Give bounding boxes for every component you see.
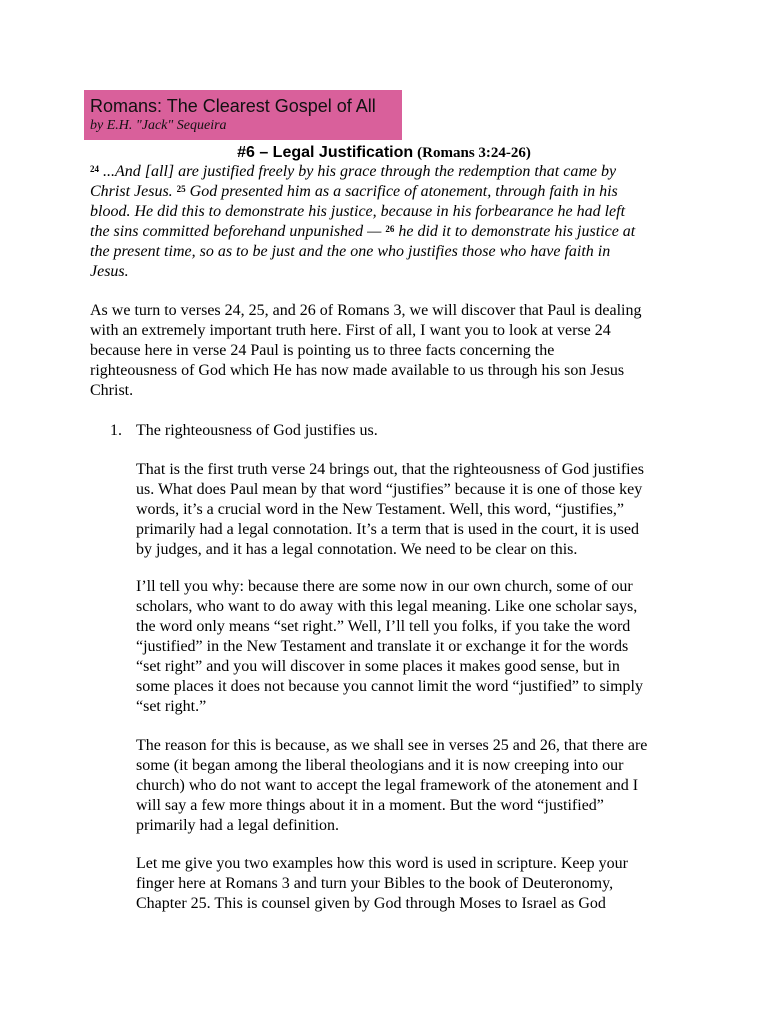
text-line: “justified” in the New Testament and translate it or exchange it for the words bbox=[136, 638, 629, 655]
body-paragraph-4 bbox=[136, 854, 696, 914]
body-paragraph-1 bbox=[136, 460, 696, 560]
text-line: words, it’s a crucial word in the New Testament. Well, this word, “justifies,” bbox=[136, 501, 625, 518]
text-line: because here in verse 24 Paul is pointing us to three facts concerning the bbox=[90, 342, 555, 359]
text-line: “set right” and you will discover in some places it makes good sense, but in bbox=[136, 658, 620, 675]
scripture-line: $^{24}$ ...And [all] are justified freely by his grace through the redemption that came by bbox=[90, 163, 617, 180]
text-line: primarily had a legal connotation. It’s a term that is used in the court, it is used bbox=[136, 521, 639, 538]
text-line: some (it began among the liberal theologians and it is now creeping into our bbox=[136, 757, 624, 774]
text-line: Christ. bbox=[90, 382, 134, 399]
document-author: by E.H. "Jack" Sequeira bbox=[90, 118, 227, 133]
text-line: church) who do not want to accept the legal framework of the atonement and I bbox=[136, 777, 639, 794]
text-line: some places it does not because you cannot limit the word “justified” to simply bbox=[136, 678, 643, 695]
body-paragraph-3 bbox=[136, 736, 696, 836]
verse-number: 24 bbox=[90, 164, 99, 174]
text-line: finger here at Romans 3 and turn your Bibles to the book of Deuteronomy, bbox=[136, 875, 614, 892]
verse-number: 26 bbox=[385, 224, 395, 234]
sermon-title: #6 – Legal Justification bbox=[237, 144, 414, 161]
intro-paragraph bbox=[90, 301, 690, 401]
scripture-line: blood. He did this to demonstrate his justice, because in his forbearance he had left bbox=[90, 203, 626, 220]
text-line: righteousness of God which He has now made available to us through his son Jesus bbox=[90, 362, 625, 379]
text-line: Let me give you two examples how this word is used in scripture. Keep your bbox=[136, 855, 628, 872]
text-line: the word only means “set right.” Well, I’ll tell you folks, if you take the word bbox=[136, 618, 631, 635]
scripture-reference: (Romans 3:24-26) bbox=[417, 145, 531, 161]
scripture-line: Jesus. bbox=[90, 263, 129, 280]
list-item bbox=[110, 421, 630, 441]
verse-number: 25 bbox=[176, 184, 186, 194]
text-line: will say a few more things about it in a moment. But the word “justified” bbox=[136, 797, 604, 814]
document-title: Romans: The Clearest Gospel of All bbox=[90, 96, 376, 116]
text-line: primarily had a legal definition. bbox=[136, 817, 340, 834]
text-line: As we turn to verses 24, 25, and 26 of Romans 3, we will discover that Paul is dealing bbox=[90, 302, 642, 319]
text-line: The reason for this is because, as we shall see in verses 25 and 26, that there are bbox=[136, 737, 648, 754]
list-item-text: The righteousness of God justifies us. bbox=[136, 422, 378, 439]
text-line: us. What does Paul mean by that word “justifies” because it is one of those key bbox=[136, 481, 643, 498]
text-line: with an extremely important truth here. First of all, I want you to look at verse 24 bbox=[90, 322, 611, 339]
title-banner bbox=[84, 90, 402, 140]
text-line: by judges, and it has a legal connotation. We need to be clear on this. bbox=[136, 541, 578, 558]
text-line: “set right.” bbox=[136, 698, 207, 715]
text-line: Chapter 25. This is counsel given by God through Moses to Israel as God bbox=[136, 895, 606, 912]
list-number: 1. bbox=[110, 422, 122, 439]
scripture-line: the present time, so as to be just and the one who justifies those who have faith in bbox=[90, 243, 611, 260]
text-line: That is the first truth verse 24 brings out, that the righteousness of God justifies bbox=[136, 461, 644, 478]
scripture-passage bbox=[90, 162, 690, 282]
sermon-heading bbox=[0, 143, 768, 163]
text-line: I’ll tell you why: because there are some now in our own church, some of our bbox=[136, 578, 633, 595]
body-paragraph-2 bbox=[136, 577, 696, 717]
scripture-line: Christ Jesus. $^{25}$ God presented him as a sacrifice of atonement, through faith in his bbox=[90, 183, 618, 200]
scripture-line: the sins committed beforehand unpunished — $^{26}$ he did it to demonstrate his justice at bbox=[90, 223, 636, 240]
text-line: scholars, who want to do away with this legal meaning. Like one scholar says, bbox=[136, 598, 638, 615]
